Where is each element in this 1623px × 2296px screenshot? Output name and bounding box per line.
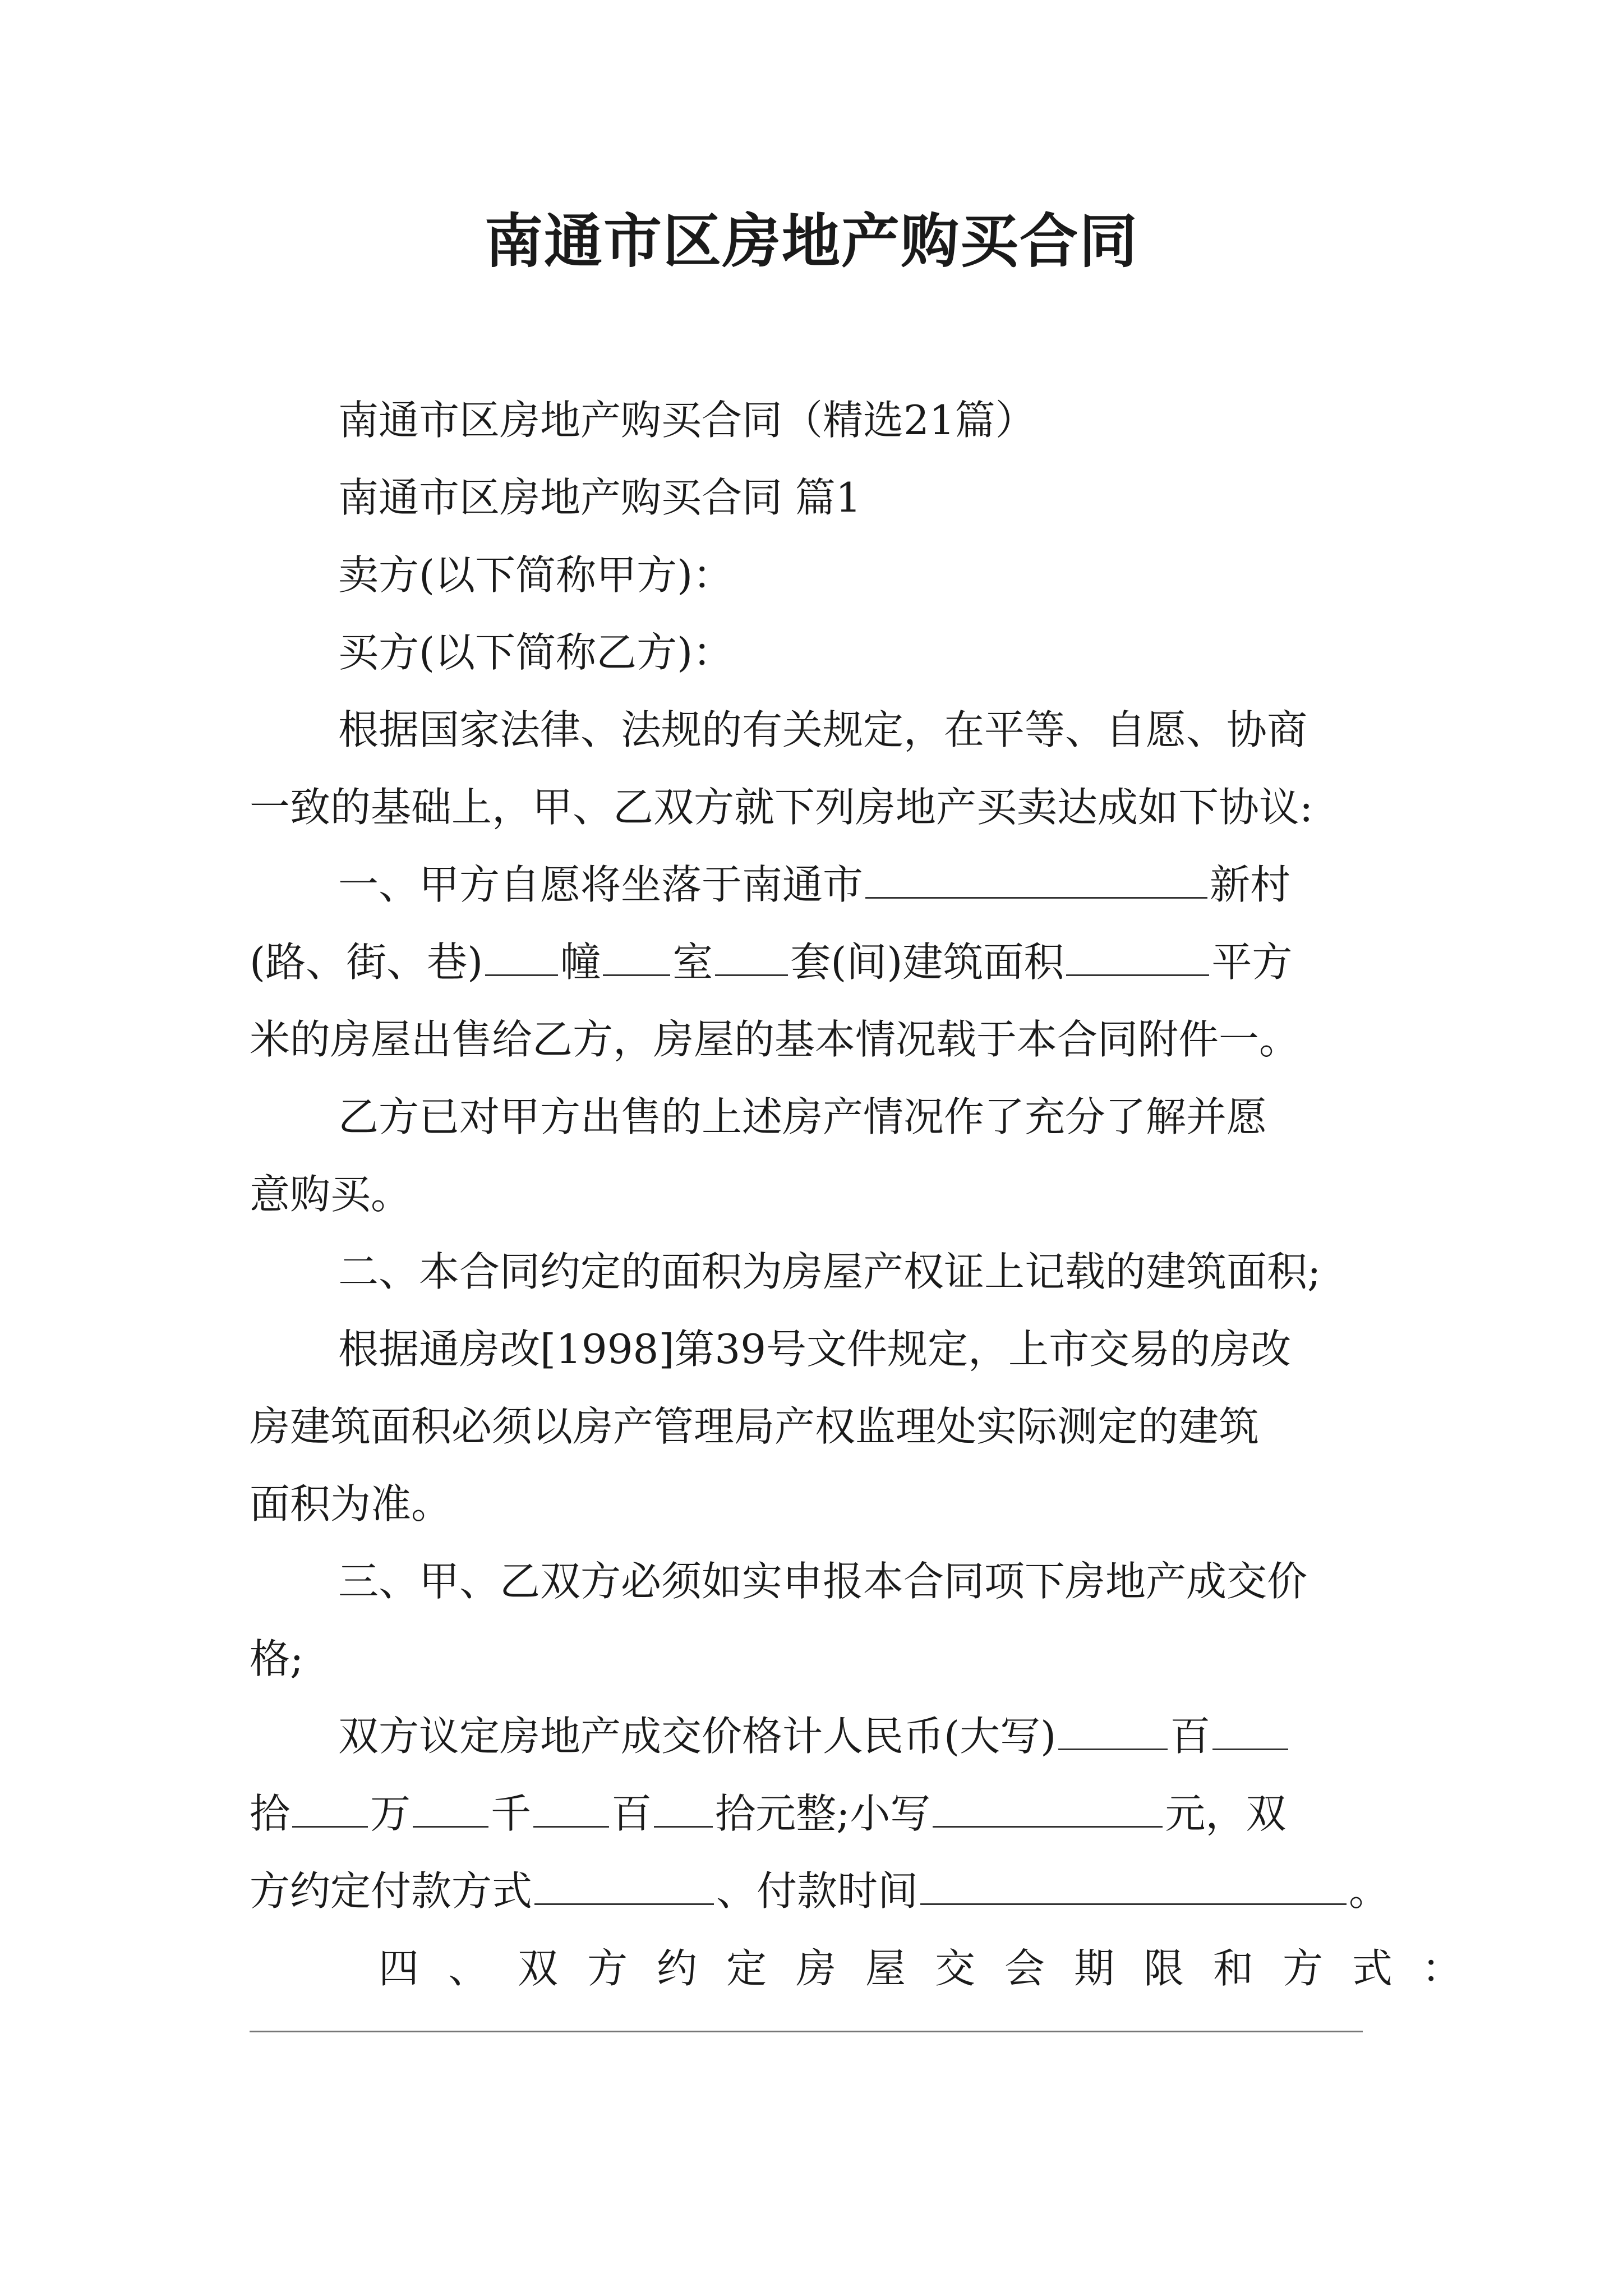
- price-text: 双方议定房地产成交价格计人民币(大写): [338, 1713, 1057, 1760]
- clause-text: (路、街、巷): [250, 938, 483, 986]
- text-line: [250, 1156, 1377, 1233]
- text-line: [250, 1465, 1377, 1543]
- fill-blank: [865, 863, 1207, 899]
- clause-text: 新村: [1210, 861, 1291, 908]
- text-line: [250, 1620, 1377, 1697]
- text-line: [250, 1001, 1377, 1078]
- fill-blank: [715, 941, 788, 976]
- clause-text: 三、甲、乙双方必须如实申报本合同项下房地产成交价: [338, 1558, 1308, 1605]
- text-line: [250, 691, 1377, 769]
- clause-text: 幢: [560, 938, 601, 986]
- clause-text: 格;: [250, 1635, 304, 1682]
- text-line: [250, 1543, 1377, 1620]
- seller-label: 卖方(以下简称甲方)：: [338, 551, 734, 599]
- fill-blank: [292, 1792, 368, 1828]
- paragraph-text: 根据通房改[1998]第39号文件规定，上市交易的房改: [338, 1326, 1292, 1373]
- price-text: 千: [491, 1790, 532, 1837]
- paragraph-text: 一致的基础上，甲、乙双方就下列房地产买卖达成如下协议:: [250, 784, 1313, 831]
- text-line: [250, 1775, 1377, 1852]
- price-text: 百: [611, 1790, 652, 1837]
- paragraph-text: 房建筑面积必须以房产管理局产权监理处实际测定的建筑: [250, 1403, 1260, 1450]
- text-line: [250, 459, 1377, 536]
- text-line: [250, 1697, 1377, 1775]
- clause-text: 四、双方约定房屋交会期限和方式：: [379, 1945, 1492, 1992]
- fill-blank: [413, 1792, 488, 1828]
- text-line: [250, 614, 1377, 691]
- payment-text: 、付款时间: [716, 1867, 919, 1915]
- fill-blank: [534, 1870, 714, 1905]
- fill-blank: [533, 1792, 609, 1828]
- text-line: [250, 536, 1377, 614]
- payment-text: 。: [1349, 1867, 1390, 1915]
- clause-text: 二、本合同约定的面积为房屋产权证上记载的建筑面积;: [338, 1248, 1321, 1295]
- fill-blank: [1212, 1715, 1288, 1750]
- paragraph-text: 根据国家法律、法规的有关规定，在平等、自愿、协商: [338, 706, 1308, 753]
- paragraph-text: 乙方已对甲方出售的上述房产情况作了充分了解并愿: [338, 1093, 1267, 1140]
- price-text: 元，双: [1165, 1790, 1287, 1837]
- price-text: 拾: [250, 1790, 291, 1837]
- subtitle-text: 南通市区房地产购买合同（精选21篇）: [338, 397, 1036, 444]
- clause-text: 室: [672, 938, 713, 986]
- fill-blank: [933, 1792, 1163, 1828]
- clause-text: 套(间)建筑面积: [790, 938, 1064, 986]
- text-line: [250, 923, 1377, 1001]
- price-text: 拾元整;小写: [715, 1790, 931, 1837]
- text-line: [250, 1388, 1377, 1465]
- text-line: [250, 769, 1377, 846]
- fill-blank: [485, 941, 558, 976]
- payment-text: 方约定付款方式: [250, 1867, 533, 1915]
- price-text: 万: [370, 1790, 411, 1837]
- fill-blank: [1066, 941, 1209, 976]
- document-body: [250, 381, 1492, 2007]
- fill-blank: [920, 1870, 1347, 1905]
- text-line: [250, 1078, 1377, 1156]
- clause-text: 平方: [1211, 938, 1293, 986]
- text-line: [250, 1233, 1377, 1310]
- text-line: [250, 1310, 1377, 1388]
- fill-blank: [654, 1792, 713, 1828]
- text-line: [250, 1852, 1390, 1930]
- text-line: [250, 846, 1377, 923]
- fill-blank: [603, 941, 670, 976]
- paragraph-text: 意购买。: [250, 1171, 412, 1218]
- paragraph-text: 面积为准。: [250, 1480, 452, 1527]
- underline-divider: [250, 2031, 1363, 2032]
- clause-text: 米的房屋出售给乙方，房屋的基本情况载于本合同附件一。: [250, 1016, 1300, 1063]
- price-text: 百: [1170, 1713, 1211, 1760]
- clause-text: 一、甲方自愿将坐落于南通市: [338, 861, 864, 908]
- text-line: [250, 1930, 1492, 2007]
- document-title: 南通市区房地产购买合同: [484, 206, 1138, 275]
- section-heading: 南通市区房地产购买合同 篇1: [338, 474, 861, 521]
- buyer-label: 买方(以下简称乙方)：: [338, 629, 734, 676]
- text-line: [250, 381, 1377, 459]
- fill-blank: [1058, 1715, 1168, 1750]
